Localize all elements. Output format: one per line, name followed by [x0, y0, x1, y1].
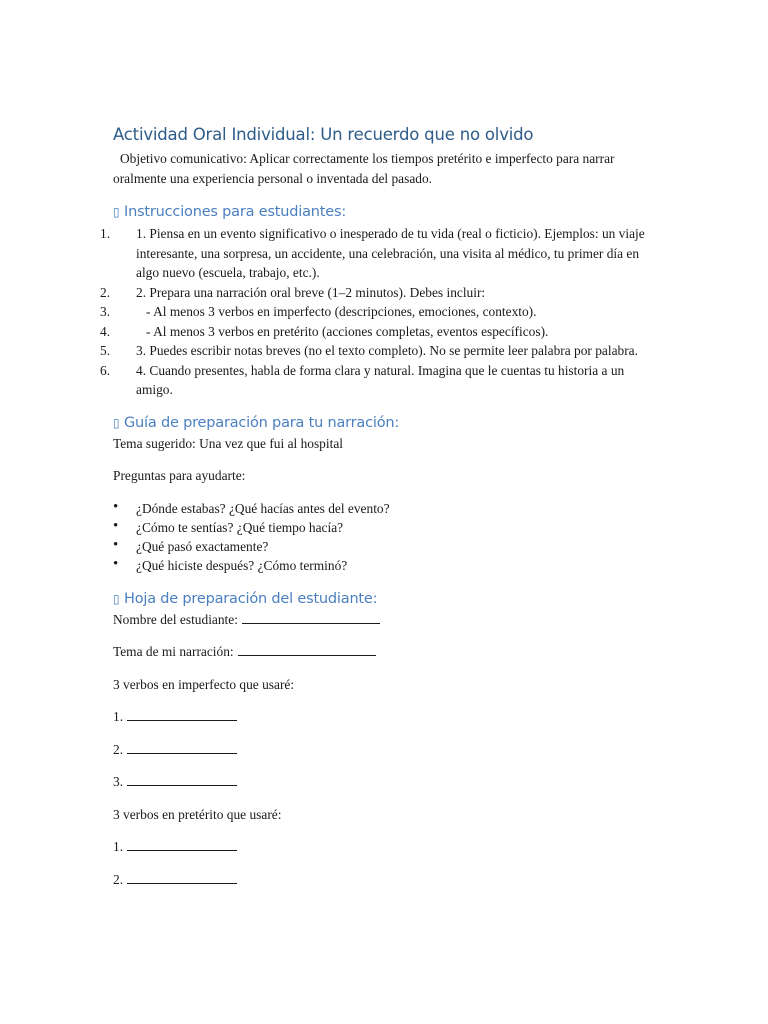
imperfect-verb-field[interactable]: 2.: [113, 740, 658, 760]
bullet-icon: •: [113, 555, 119, 572]
list-item: 6. 4. Cuando presentes, habla de forma clara y natural. Imagina que le cuentas tu historia a un amigo.: [100, 362, 625, 397]
preterite-verb-field[interactable]: 1.: [113, 837, 658, 857]
questions-list: [113, 499, 658, 575]
preterite-label: 3 verbos en pretérito que usaré:: [113, 806, 282, 822]
imperfect-label: 3 verbos en imperfecto que usaré:: [113, 676, 295, 692]
instructions-heading: ▯ Instrucciones para estudiantes:: [113, 201, 658, 223]
sheet-heading: ▯ Hoja de preparación del estudiante:: [113, 588, 658, 610]
blank-line[interactable]: [127, 774, 237, 786]
list-item: 1. 1. Piensa en un evento significativo o inesperado de tu vida (real o ficticio). Ejemplos: un viaje interesante, una sorpresa, un accidente, una celebración, una visita al médico, tu primer día en algo nuevo (escuela, trabajo, etc.).: [100, 226, 645, 280]
missing-glyph-icon: ▯: [113, 591, 120, 606]
imperfect-verb-field[interactable]: 1.: [113, 707, 658, 727]
document-title: Actividad Oral Individual: Un recuerdo que no olvido: [113, 125, 534, 144]
list-item: • ¿Qué hiciste después? ¿Cómo terminó?: [113, 555, 348, 573]
missing-glyph-icon: ▯: [113, 205, 120, 219]
list-item: 2. 2. Prepara una narración oral breve (1–2 minutos). Debes incluir:: [100, 284, 486, 300]
missing-glyph-icon: ▯: [113, 415, 120, 430]
blank-line[interactable]: [127, 839, 237, 851]
guide-heading: ▯ Guía de preparación para tu narración:: [113, 412, 658, 434]
list-item: 5. 3. Puedes escribir notas breves (no el texto completo). No se permite leer palabra por palabra.: [100, 343, 638, 358]
list-item: • ¿Dónde estabas? ¿Qué hacías antes del evento?: [113, 498, 390, 516]
blank-line[interactable]: [238, 644, 376, 656]
instructions-list: [100, 224, 658, 400]
suggested-topic: Tema sugerido: Una vez que fui al hospital: [113, 435, 343, 451]
blank-line[interactable]: [127, 742, 237, 754]
document-content: [100, 124, 658, 889]
list-item: 4. - Al menos 3 verbos en pretérito (acciones completas, eventos específicos).: [100, 323, 549, 339]
bullet-icon: •: [113, 498, 119, 515]
list-item: • ¿Qué pasó exactamente?: [113, 536, 269, 554]
preterite-verb-field[interactable]: 2.: [113, 870, 658, 890]
imperfect-verb-field[interactable]: 3.: [113, 772, 658, 792]
bullet-icon: •: [113, 536, 119, 553]
blank-line[interactable]: [242, 612, 380, 624]
questions-label: Preguntas para ayudarte:: [113, 468, 246, 483]
narration-topic-field[interactable]: Tema de mi narración:: [113, 642, 658, 662]
blank-line[interactable]: [127, 872, 237, 884]
list-item: 3. - Al menos 3 verbos en imperfecto (descripciones, emociones, contexto).: [100, 304, 537, 319]
blank-line[interactable]: [127, 709, 237, 721]
objective-text: Objetivo comunicativo: Aplicar correctamente los tiempos pretérito e imperfecto para narrar oralmente una experiencia personal o inventada del pasado.: [113, 151, 615, 186]
bullet-icon: •: [113, 517, 119, 534]
student-name-field[interactable]: Nombre del estudiante:: [113, 610, 658, 630]
list-item: • ¿Cómo te sentías? ¿Qué tiempo hacía?: [113, 517, 344, 535]
